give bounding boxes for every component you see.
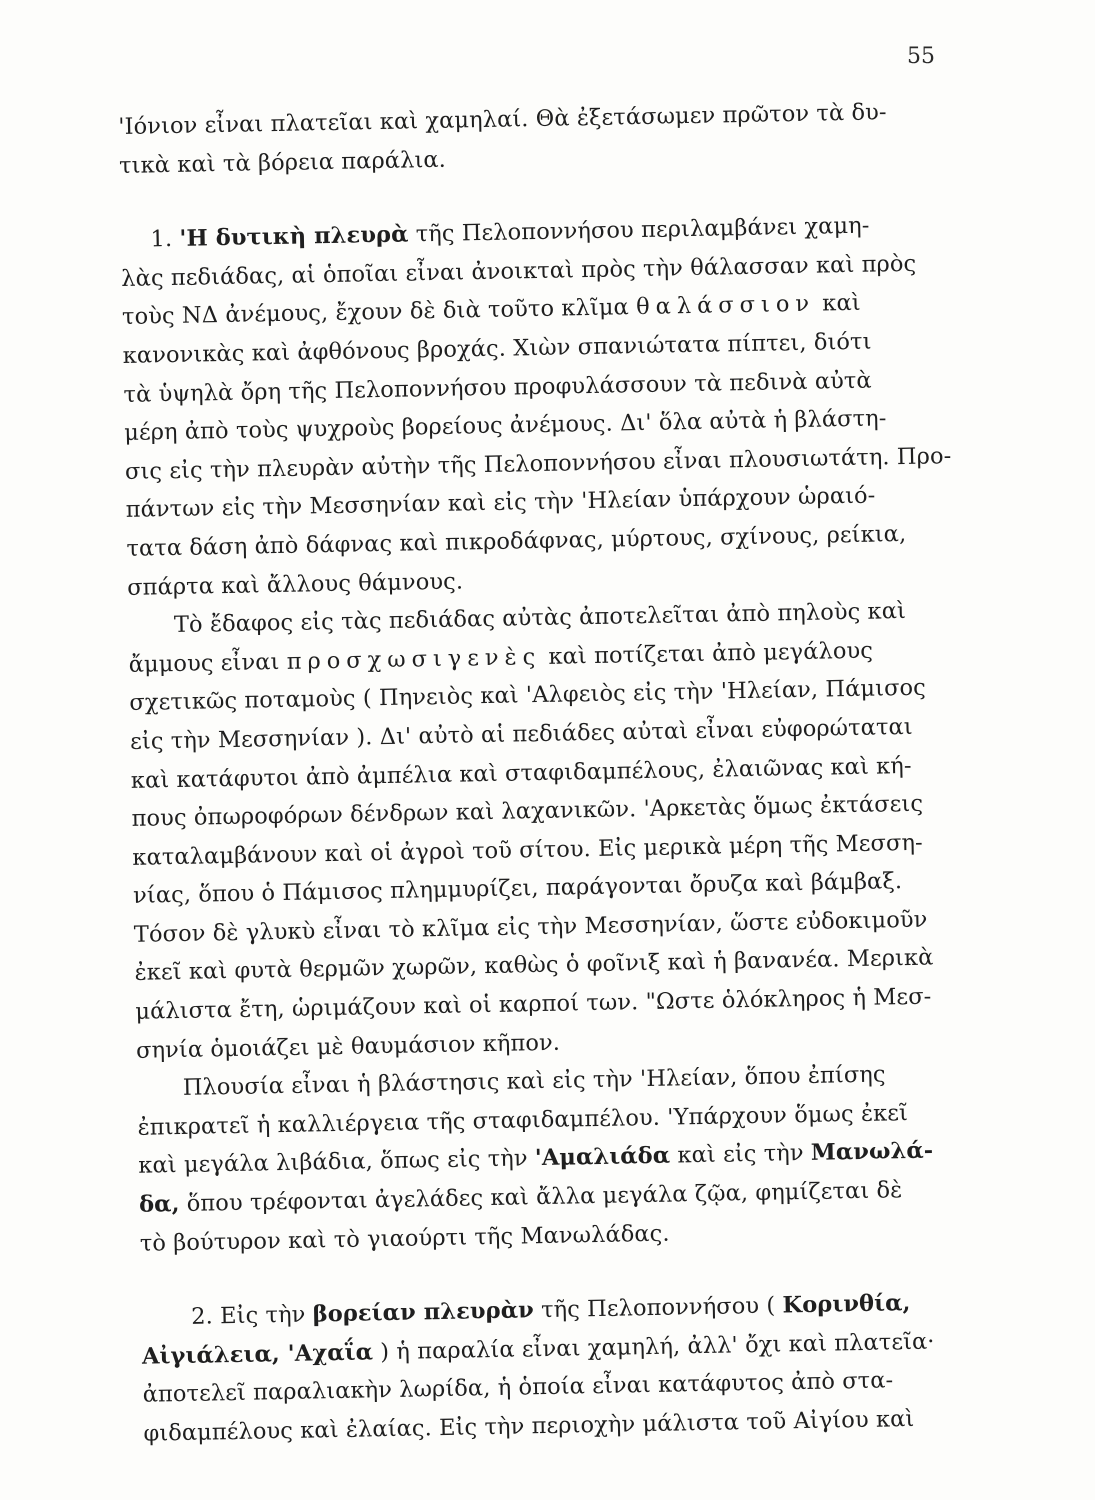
place-name-bold: Αἰγιάλεια, 'Αχαΐα — [141, 1339, 374, 1370]
text-line: πάντων εἰς τὴν Μεσσηνίαν καὶ εἰς τὴν 'Ηλείαν ὑπάρχουν ὡραιό- — [125, 482, 876, 524]
text-line: καταλαμβάνουν καὶ οἱ ἀγροὶ τοῦ σίτου. Εἰς μερικὰ μέρη τῆς Μεσση- — [132, 829, 923, 871]
text-run: ἄμμους εἶναι — [128, 648, 287, 678]
text-line: σις εἰς τὴν πλευρὰν αὐτὴν τῆς Πελοποννήσου εἶναι πλουσιωτάτη. Προ- — [124, 442, 952, 485]
section-title: 'Η δυτικὴ πλευρὰ — [179, 221, 409, 253]
section-number: 1. — [150, 226, 180, 253]
text-run: τοὺς ΝΔ ἀνέμους, ἔχουν δὲ διὰ τοῦτο κλῖμα — [121, 294, 637, 331]
place-name-bold: Κορινθία, — [782, 1290, 911, 1319]
emphasis-spaced: θαλάσσιον — [635, 291, 816, 321]
text-run: 2. Εἰς τὴν — [190, 1301, 313, 1331]
text-line: κανονικὰς καὶ ἀφθόνους βροχάς. Χιὼν σπανιώτατα πίπτει, διότι — [122, 328, 872, 369]
body-text — [118, 92, 994, 1454]
text-run: τῆς Πελοποννήσου περιλαμβάνει χαμη- — [408, 212, 870, 248]
text-line: μάλιστα ἔτη, ὡριμάζουν καὶ οἱ καρποί των. "Ωστε ὁλόκληρος ἡ Μεσ- — [135, 983, 932, 1025]
text-line: νίας, ὅπου ὁ Πάμισος πλημμυρίζει, παράγονται ὄρυζα καὶ βάμβαξ. — [132, 868, 903, 910]
text-run: τῆς Πελοποννήσου ( — [533, 1292, 783, 1324]
text-run: καὶ εἰς τὴν — [669, 1140, 812, 1170]
text-run: καὶ — [814, 290, 861, 318]
text-line: λὰς πεδιάδας, αἱ ὁποῖαι εἶναι ἀνοικταὶ πρὸς τὴν θάλασσαν καὶ πρὸς — [121, 250, 917, 292]
place-name-bold: δα, — [138, 1191, 180, 1218]
text-line: Τὸ ἔδαφος εἰς τὰς πεδιάδας αὐτὰς ἀποτελεῖται ἀπὸ πηλοὺς καὶ — [173, 598, 907, 639]
emphasis-spaced: προσχωσιγενὲς — [286, 643, 542, 675]
text-line: ἀποτελεῖ παραλιακὴν λωρίδα, ἡ ὁποία εἶναι κατάφυτος ἀπὸ στα- — [142, 1367, 894, 1409]
place-name-bold: Μανωλά- — [810, 1137, 934, 1167]
text-line: τὸ βούτυρον καὶ τὸ γιαούρτι τῆς Μανωλάδας. — [139, 1220, 670, 1257]
section-title: βορείαν πλευρὰν — [312, 1297, 535, 1328]
text-line: σηνία ὁμοιάζει μὲ θαυμάσιον κῆπον. — [135, 1029, 561, 1064]
text-line: φιδαμπέλους καὶ ἐλαίας. Εἰς τὴν περιοχὴν μάλιστα τοῦ Αἰγίου καὶ — [143, 1405, 915, 1447]
text-line: εἰς τὴν Μεσσηνίαν ). Δι' αὐτὸ αἱ πεδιάδες αὐταὶ εἶναι εὐφορώταται — [129, 713, 913, 755]
text-line: ἐπικρατεῖ ἡ καλλιέργεια τῆς σταφιδαμπέλου. 'Υπάρχουν ὅμως ἐκεῖ — [137, 1099, 909, 1141]
place-name-bold: 'Αμαλιάδα — [534, 1143, 671, 1172]
text-line: μέρη ἀπὸ τοὺς ψυχροὺς βορείους ἀνέμους. Δι' ὅλα αὐτὰ ἡ βλάστη- — [123, 405, 887, 447]
page-number: 55 — [907, 44, 935, 69]
text-line: σχετικῶς ποταμοὺς ( Πηνειὸς καὶ 'Αλφειὸς εἰς τὴν 'Ηλείαν, Πάμισος — [129, 674, 927, 717]
text-line: 'Ιόνιον εἶναι πλατεῖαι καὶ χαμηλαί. Θὰ ἐξετάσωμεν πρῶτον τὰ δυ- — [118, 99, 887, 140]
text-line: τατα δάση ἀπὸ δάφνας καὶ πικροδάφνας, μύρτους, σχίνους, ρείκια, — [126, 520, 907, 562]
text-line: καὶ κατάφυτοι ἀπὸ ἀμπέλια καὶ σταφιδαμπέλους, ἐλαιῶνας καὶ κή- — [130, 752, 912, 794]
text-line: σπάρτα καὶ ἄλλους θάμνους. — [126, 567, 464, 601]
text-line: τικὰ καὶ τὰ βόρεια παράλια. — [118, 146, 447, 179]
text-line: ἐκεῖ καὶ φυτὰ θερμῶν χωρῶν, καθὼς ὁ φοῖνιξ καὶ ἡ βανανέα. Μερικὰ — [134, 944, 934, 987]
text-run: καὶ ποτίζεται ἀπὸ μεγάλους — [540, 637, 874, 670]
text-line: τὰ ὑψηλὰ ὄρη τῆς Πελοποννήσου προφυλάσσουν τὰ πεδινὰ αὐτὰ — [123, 367, 872, 408]
text-line: Τόσον δὲ γλυκὺ εἶναι τὸ κλῖμα εἰς τὴν Μεσσηνίαν, ὥστε εὐδοκιμοῦν — [133, 906, 928, 948]
text-run: ὅπου τρέφονται ἀγελάδες καὶ ἄλλα μεγάλα ζῷα, φημίζεται δὲ — [179, 1177, 903, 1218]
text-line: πους ὀπωροφόρων δένδρων καὶ λαχανικῶν. 'Αρκετὰς ὅμως ἐκτάσεις — [131, 790, 924, 832]
text-line: Πλουσία εἶναι ἡ βλάστησις καὶ εἰς τὴν 'Ηλείαν, ὅπου ἐπίσης — [182, 1061, 886, 1102]
text-run: καὶ μεγάλα λιβάδια, ὅπως εἰς τὴν — [138, 1145, 536, 1180]
text-run: ) ἡ παραλία εἶναι χαμηλή, ἀλλ' ὄχι καὶ πλατεῖα· — [372, 1328, 935, 1366]
